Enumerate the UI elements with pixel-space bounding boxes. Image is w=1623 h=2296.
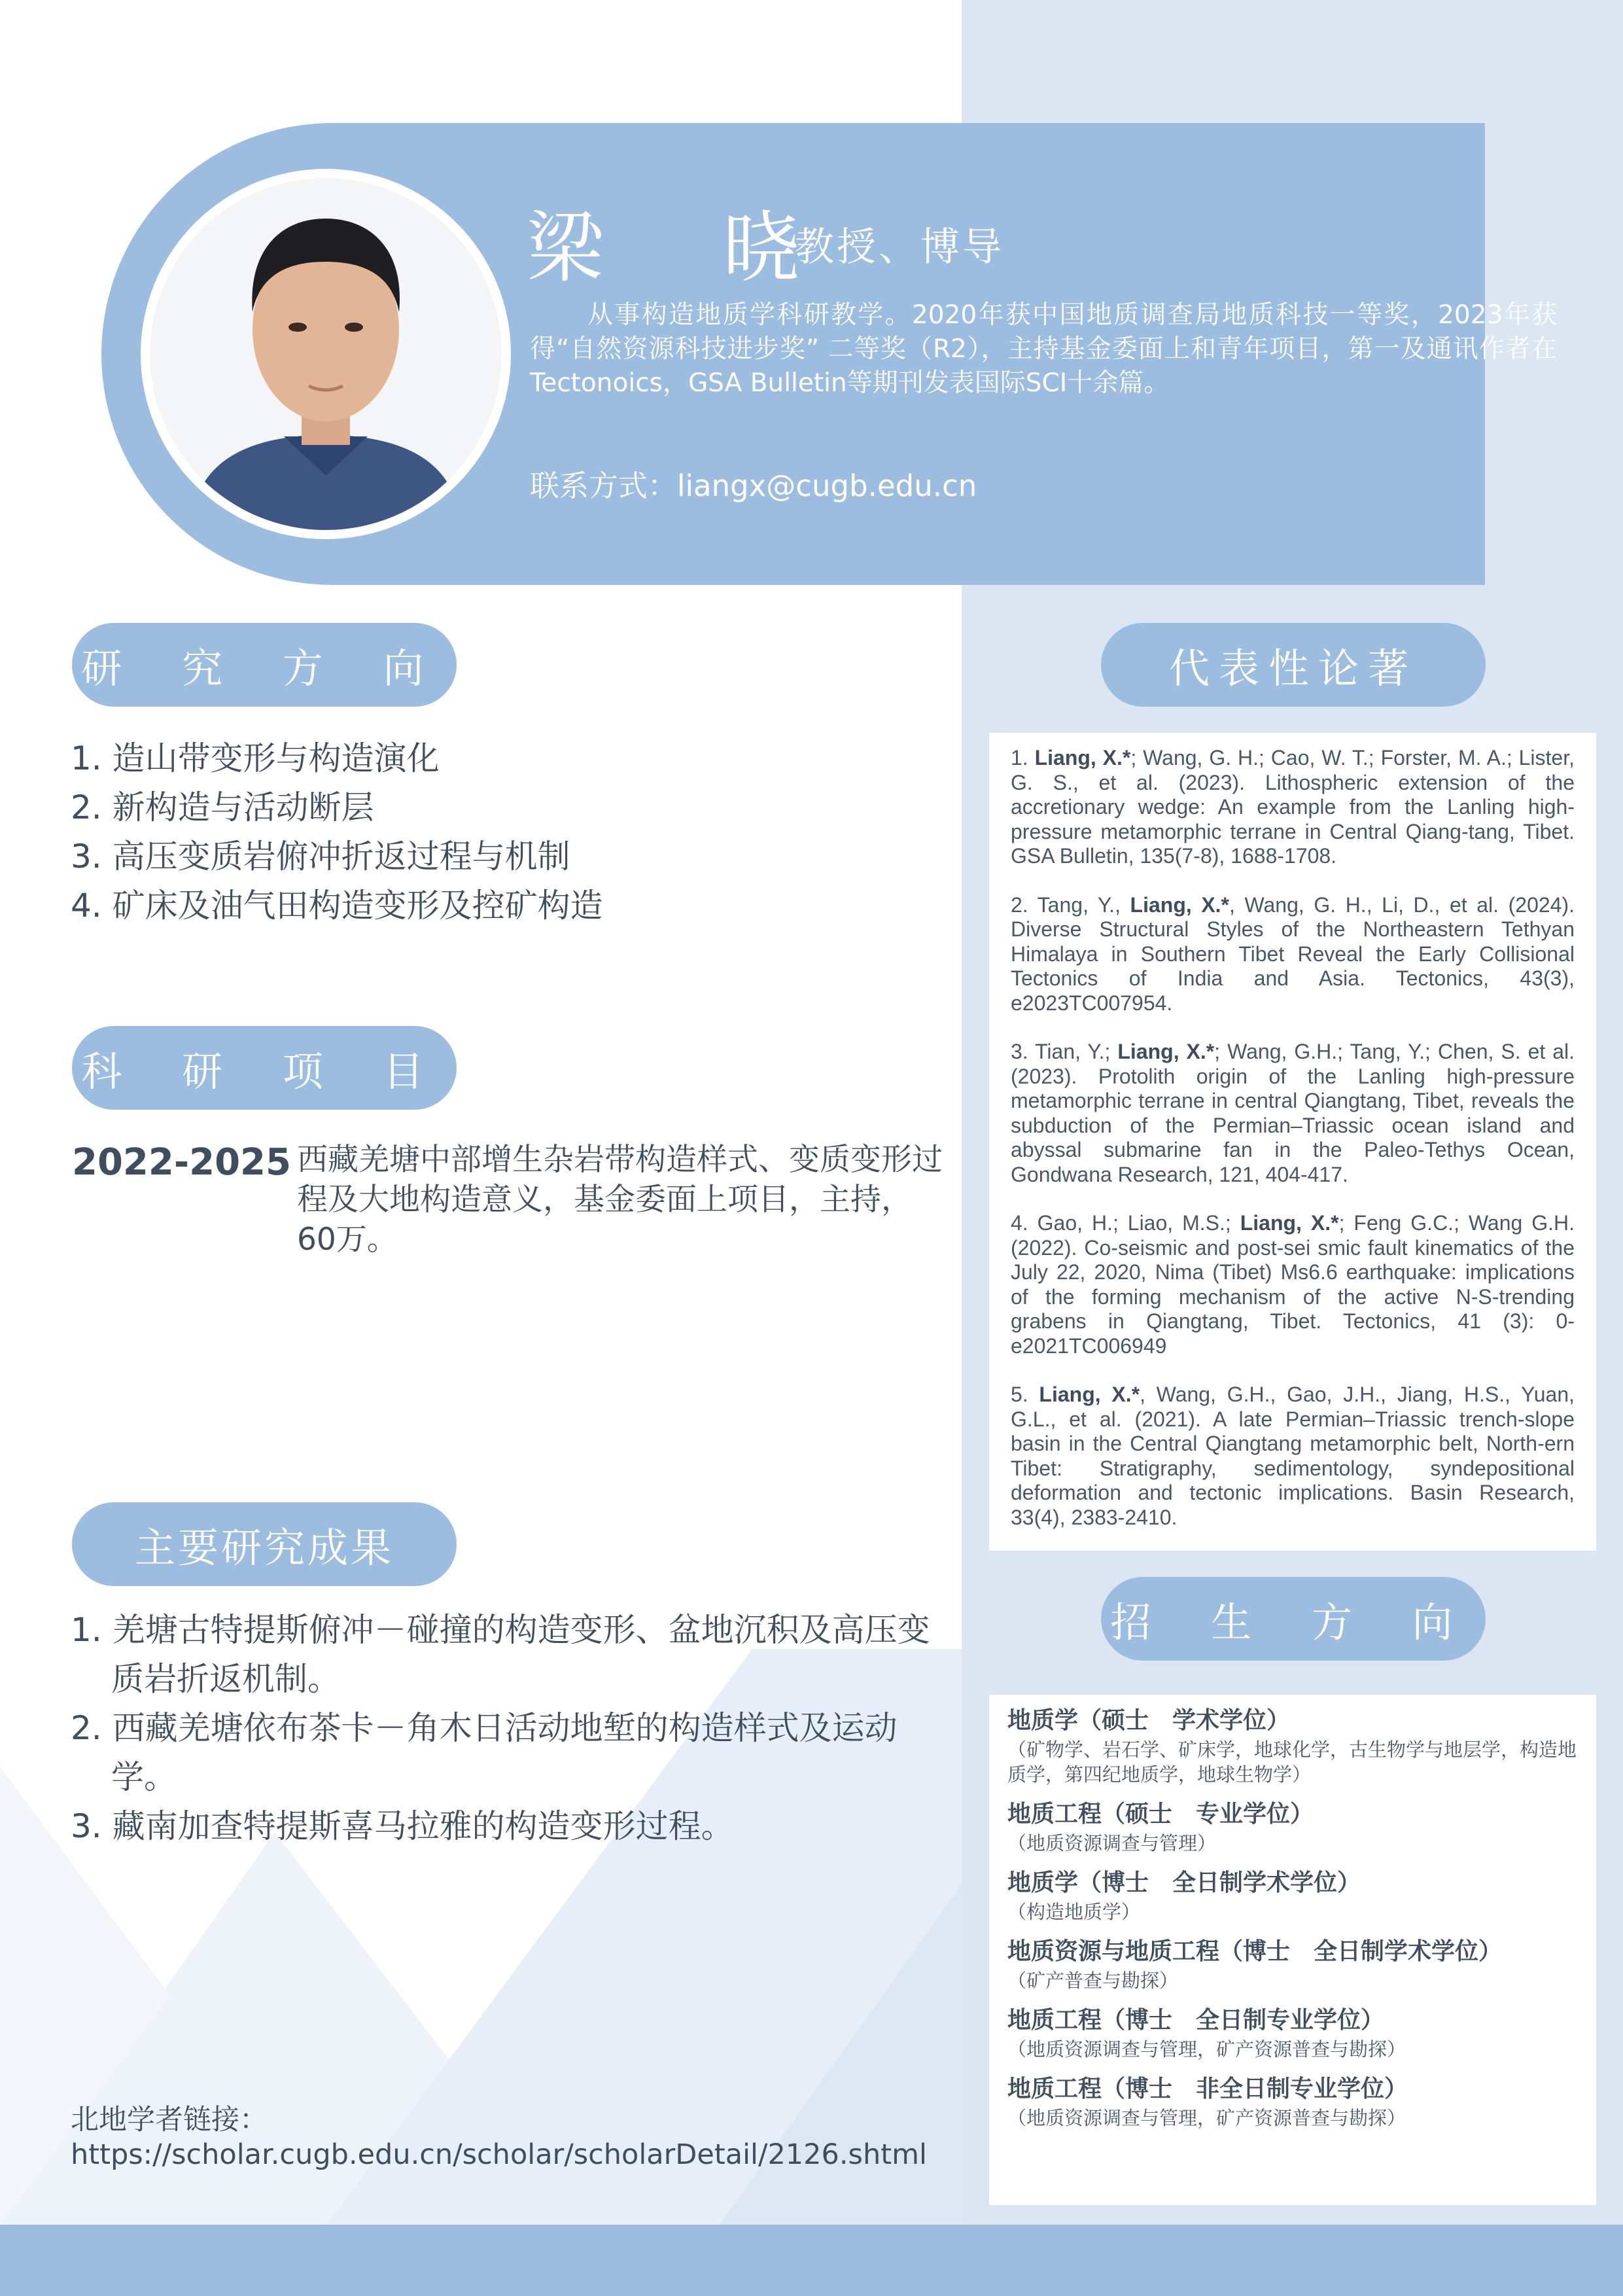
admission-degree: 地质工程（博士 全日制专业学位） bbox=[1007, 2007, 1385, 2034]
admission-majors: （地质资源调查与管理，矿产资源普查与勘探） bbox=[1007, 2038, 1406, 2060]
publication-item: 3. Tian, Y.; Liang, X.*; Wang, G.H.; Tang, Y.; Chen, S. et al. (2023). Protolith origin of the Lanling high-pressure metamorphic terrane in central Qiangtang, Tibet, reveals the subduction of the Permian–Triassic ocean island and abyssal submarine fan in the Paleo-Tethys Ocean, Gondwana Research, 121, 404-417. bbox=[1011, 1040, 1575, 1186]
admission-item bbox=[1007, 1798, 1583, 1856]
publication-item: 1. Liang, X.*; Wang, G. H.; Cao, W. T.; Forster, M. A.; Lister, G. S., et al. (2023). Lithospheric extension of the accretionary wedge: An example from the Lanling high-pressure metamorphic terrane in Central Qiang-tang, Tibet. GSA Bulletin, 135(7-8), 1688-1708. bbox=[1011, 746, 1575, 868]
admission-degree: 地质工程（博士 非全日制专业学位） bbox=[1007, 2075, 1408, 2102]
publications-heading: 代表性论著 bbox=[1101, 623, 1486, 707]
results-list bbox=[71, 1606, 947, 1851]
admission-item bbox=[1007, 1867, 1583, 1924]
projects-heading: 科 研 项 目 bbox=[72, 1026, 457, 1110]
admission-item bbox=[1007, 1935, 1583, 1993]
admission-majors: （地质资源调查与管理） bbox=[1007, 1832, 1217, 1854]
person-name: 梁 晓 bbox=[527, 203, 847, 293]
admissions-list bbox=[1007, 1704, 1583, 2142]
scholar-link[interactable]: https://scholar.cugb.edu.cn/scholar/scholarDetail/2126.shtml bbox=[71, 2138, 927, 2171]
publication-item: 4. Gao, H.; Liao, M.S.; Liang, X.*; Feng G.C.; Wang G.H. (2022). Co-seismic and post-sei smic fault kinematics of the July 22, 2020, Nima (Tibet) Ms6.6 earthquake: implications of the forming mechanism of the active N-S-trending grabens in Qiangtang, Tibet. Tectonics, 41 (3): 0-e2021TC006949 bbox=[1011, 1211, 1575, 1358]
admission-degree: 地质学（硕士 学术学位） bbox=[1007, 1707, 1291, 1734]
publications-list bbox=[1011, 746, 1575, 1554]
list-item: 2. 西藏羌塘依布茶卡－角木日活动地堑的构造样式及运动学。 bbox=[71, 1709, 898, 1796]
list-item: 1. 羌塘古特提斯俯冲－碰撞的构造变形、盆地沉积及高压变质岩折返机制。 bbox=[71, 1611, 930, 1698]
list-item: 4. 矿床及油气田构造变形及控矿构造 bbox=[71, 887, 603, 925]
avatar-frame bbox=[141, 169, 511, 539]
publication-item: 5. Liang, X.*, Wang, G.H., Gao, J.H., Jiang, H.S., Yuan, G.L., et al. (2021). A late Permian–Triassic trench-slope basin in the Central Qiangtang metamorphic belt, North-ern Tibet: Stratigraphy, sedimentology, syndepositional deformation and tectonic implications. Basin Research, 33(4), 2383-2410. bbox=[1011, 1383, 1575, 1529]
admission-degree: 地质学（博士 全日制学术学位） bbox=[1007, 1869, 1361, 1896]
admission-majors: （矿产普查与勘探） bbox=[1007, 1969, 1179, 1992]
list-item: 1. 造山带变形与构造演化 bbox=[71, 739, 440, 777]
admission-majors: （构造地质学） bbox=[1007, 1901, 1141, 1923]
footer-bar bbox=[0, 2225, 1623, 2296]
admission-item bbox=[1007, 2073, 1583, 2130]
scholar-link-label: 北地学者链接： bbox=[71, 2104, 268, 2136]
research-heading: 研 究 方 向 bbox=[72, 623, 457, 707]
admission-majors: （矿物学、岩石学、矿床学，地球化学，古生物学与地层学，构造地质学，第四纪地质学，地球生物学） bbox=[1007, 1739, 1577, 1786]
list-item: 3. 高压变质岩俯冲折返过程与机制 bbox=[71, 838, 570, 875]
project-year: 2022-2025 bbox=[72, 1141, 291, 1184]
profile-header bbox=[101, 123, 1557, 585]
admission-degree: 地质资源与地质工程（博士 全日制学术学位） bbox=[1007, 1938, 1503, 1965]
person-title: 教授、博导 bbox=[795, 224, 1004, 270]
research-list bbox=[71, 734, 947, 930]
admission-degree: 地质工程（硕士 专业学位） bbox=[1007, 1801, 1314, 1828]
contact-info: 联系方式：liangx@cugb.edu.cn bbox=[530, 468, 977, 503]
avatar bbox=[150, 178, 502, 530]
list-item: 3. 藏南加查特提斯喜马拉雅的构造变形过程。 bbox=[71, 1807, 734, 1845]
project-description: 西藏羌塘中部增生杂岩带构造样式、变质变形过程及大地构造意义，基金委面上项目，主持，60万。 bbox=[297, 1142, 943, 1258]
admission-item bbox=[1007, 2004, 1583, 2062]
admissions-heading: 招 生 方 向 bbox=[1101, 1577, 1486, 1661]
list-item: 2. 新构造与活动断层 bbox=[71, 788, 374, 826]
publication-item: 2. Tang, Y., Liang, X.*, Wang, G. H., Li, D., et al. (2024). Diverse Structural Styles of the Northeastern Tethyan Himalaya in Southern Tibet Reveal the Early Collisional Tectonics of India and Asia. Tectonics, 43(3), e2023TC007954. bbox=[1011, 892, 1575, 1015]
person-bio: 从事构造地质学科研教学。2020年获中国地质调查局地质科技一等奖，2023年获得“自然资源科技进步奖” 二等奖（R2），主持基金委面上和青年项目，第一及通讯作者在Tectonoics，GSA Bulletin等期刊发表国际SCI十余篇。 bbox=[530, 300, 1557, 398]
admission-majors: （地质资源调查与管理，矿产资源普查与勘探） bbox=[1007, 2107, 1406, 2129]
results-heading: 主要研究成果 bbox=[72, 1502, 457, 1586]
admission-item bbox=[1007, 1704, 1583, 1787]
